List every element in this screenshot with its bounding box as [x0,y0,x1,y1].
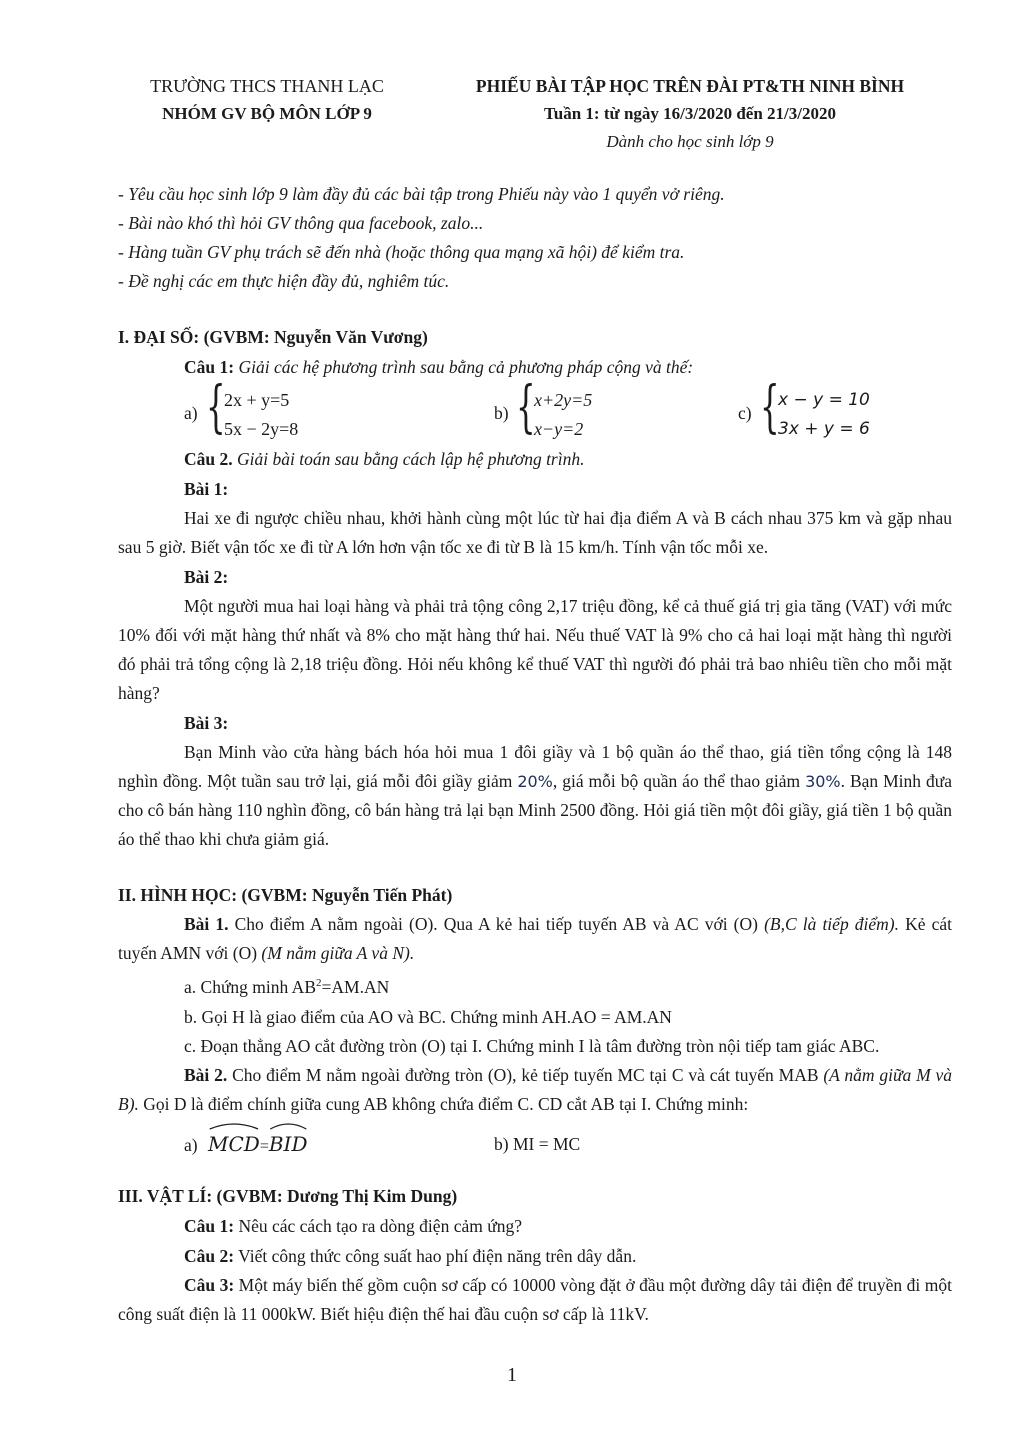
header [0,72,1024,162]
q2-label: Câu 2. [184,449,233,469]
arc-icon [269,1122,308,1130]
system-c-tag: c) [738,403,752,423]
geo-bai1-a-text: =AM.AN [321,976,390,997]
bai3-text [118,738,952,854]
physics-q1-text: Nêu các cách tạo ra dòng điện cảm ứng? [234,1215,522,1236]
week-range: Tuần 1: từ ngày 16/3/2020 đến 21/3/2020 [543,104,836,123]
angle-bid [269,1129,308,1159]
geo-bai1-note: (B,C là tiếp điểm). [764,914,900,934]
geometry-heading: II. HÌNH HỌC: (GVBM: Nguyễn Tiến Phát) [118,885,453,905]
geo-bai1 [118,910,952,968]
brace-icon: { [516,375,536,440]
instruction-line: - Đề nghị các em thực hiện đầy đủ, nghiêm túc. [118,271,450,291]
system-b-equations [534,386,592,444]
equation: 5x − 2y=8 [224,419,299,439]
bai2-label: Bài 2: [184,567,229,587]
geo-bai2-text: Gọi D là điểm chính giữa cung AB không chứa điểm C. CD cắt AB tại I. Chứng minh: [138,1093,749,1114]
equation: x−y=2 [534,419,584,439]
instruction-line: - Hàng tuần GV phụ trách sẽ đến nhà (hoặc thông qua mạng xã hội) để kiểm tra. [118,242,685,262]
geo-bai2 [118,1061,952,1119]
superscript: 2 [316,977,322,989]
geo-bai2-parts [118,1119,952,1163]
algebra-heading: I. ĐẠI SỐ: (GVBM: Nguyễn Văn Vương) [118,327,428,347]
discount-shoes: 20% [517,772,553,791]
physics-q1-label: Câu 1: [184,1215,235,1236]
worksheet-title: PHIẾU BÀI TẬP HỌC TRÊN ĐÀI PT&TH NINH BÌNH [475,76,905,96]
bai1-text: Hai xe đi ngược chiều nhau, khởi hành cùng một lúc từ hai địa điểm A và B cách nhau 375 km và gặp nhau sau 5 giờ. Biết vận tốc xe đi từ A lớn hơn vận tốc xe đi từ B là 15 km/h. Tính vận tốc mỗi xe. [118,508,952,557]
part-a-tag: a) [184,1134,198,1155]
angle-mcd [208,1129,260,1159]
bai3-text-part: , giá mỗi bộ quần áo thể thao giảm [552,771,806,791]
q1-text: Giải các hệ phương trình sau bằng cả phương pháp cộng và thế: [238,357,694,377]
geo-bai1-text: Kẻ cát tuyến AMN với (O) [118,914,953,963]
equation: x − y = 10 [778,390,870,410]
physics-q2-text: Viết công thức công suất hao phí điện năng trên dây dẫn. [234,1245,637,1266]
part-a [184,1129,307,1159]
bai3-text-part: . Bạn Minh đưa cho cô bán hàng 110 nghìn đồng, cô bán hàng trả lại bạn Minh 2500 đồng. Hỏi giá tiền một đôi giầy, giá tiền 1 bộ quần áo thể thao khi chưa giảm giá. [118,771,953,849]
physics-q2 [118,1241,952,1271]
geo-bai1-a-text: a. Chứng minh AB [184,976,316,997]
system-a-equations [224,386,298,444]
header-left [112,72,422,128]
equation-systems [118,375,952,444]
geo-bai2-label: Bài 2. [184,1064,228,1085]
bai1-label: Bài 1: [184,479,229,499]
q1-label: Câu 1: [184,357,235,377]
angle-label: MCD [207,1131,260,1156]
discount-clothes: 30% [805,772,841,791]
arc-icon [208,1122,260,1130]
physics-q3-text: Một máy biến thế gồm cuộn sơ cấp có 10000 vòng đặt ở đầu một đường dây tải điện để truyền đi một công suất điện là 11 000kW. Biết hiệu điện thế hai đầu cuộn sơ cấp là 11kV. [118,1274,952,1324]
q2-text: Giải bài toán sau bằng cách lập hệ phương trình. [237,449,585,469]
bai3-text-part: Bạn Minh vào cửa hàng bách hóa hỏi mua 1 đôi giầy và 1 bộ quần áo thể thao, giá tiền tổng cộng là 148 nghìn đồng. Một tuần sau trở lại, giá mỗi đôi giầy giảm [118,742,952,791]
geo-bai1-b: b. Gọi H là giao điểm của AO và BC. Chứng minh AH.AO = AM.AN [184,1006,672,1027]
equals-sign: = [259,1137,269,1155]
physics-q2-label: Câu 2: [184,1245,235,1266]
physics-q3 [118,1271,952,1329]
physics-q1 [118,1211,952,1241]
geo-bai2-note: (A nằm giữa M và B). [118,1064,953,1114]
brace-icon: { [206,375,226,440]
system-a-tag: a) [184,403,198,423]
geo-bai1-a [118,968,952,1002]
equation: 3x + y = 6 [778,419,870,439]
bai2-text: Một người mua hai loại hàng và phải trả tộng công 2,17 triệu đồng, kể cả thuế giá trị gia tăng (VAT) với mức 10% đối với mặt hàng thứ nhất và 8% cho mặt hàng thứ hai. Nếu thuế VAT là 9% cho cả hai loại mặt hàng thì người đó phải trả tổng cộng là 2,18 triệu đồng. Hỏi nếu không kể thuế VAT thì người đó phải trả bao nhiêu tiền cho mỗi mặt hàng? [118,596,952,703]
system-b-tag: b) [494,403,509,423]
brace-icon: { [760,375,780,440]
instruction-line: - Bài nào khó thì hỏi GV thông qua facebook, zalo... [118,213,484,233]
physics-q3-label: Câu 3: [184,1274,235,1295]
school-name: TRƯỜNG THCS THANH LẠC [150,76,384,96]
angle-label: BID [268,1131,308,1156]
geo-bai1-label: Bài 1. [184,914,229,934]
equation: 2x + y=5 [224,390,290,410]
bai3-label: Bài 3: [184,713,229,733]
instruction-line: - Yêu cầu học sinh lớp 9 làm đầy đủ các bài tập trong Phiếu này vào 1 quyển vở riêng. [118,184,725,204]
audience: Dành cho học sinh lớp 9 [606,132,774,151]
physics-heading: III. VẬT LÍ: (GVBM: Dương Thị Kim Dung) [118,1185,458,1206]
header-right [420,72,960,156]
instructions [118,180,952,296]
part-b: b) MI = MC [494,1133,581,1154]
geo-bai1-text: Cho điểm A nằm ngoài (O). Qua A kẻ hai tiếp tuyến AB và AC với (O) [234,914,765,934]
system-c-equations [778,386,870,444]
geo-bai1-note: (M nằm giữa A và N). [261,943,415,963]
algebra-q2 [118,444,952,474]
teacher-group: NHÓM GV BỘ MÔN LỚP 9 [162,104,372,123]
geo-bai2-text: Cho điểm M nằm ngoài đường tròn (O), kẻ tiếp tuyến MC tại C và cát tuyến MAB [232,1064,824,1085]
worksheet-body [118,180,952,1329]
equation: x+2y=5 [534,390,593,410]
page-number: 1 [507,1364,517,1386]
geo-bai1-c: c. Đoạn thẳng AO cắt đường tròn (O) tại I. Chứng minh I là tâm đường tròn nội tiếp tam giác ABC. [184,1035,880,1056]
